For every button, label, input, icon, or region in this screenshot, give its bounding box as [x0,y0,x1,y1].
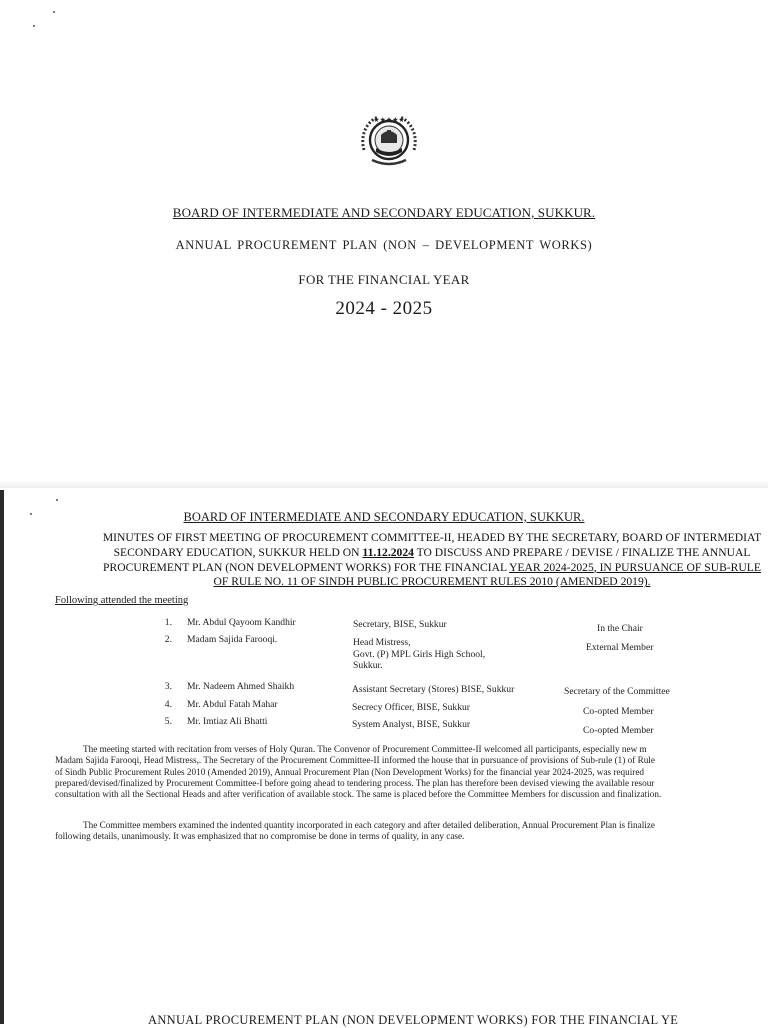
cover-financial-year-label: FOR THE FINANCIAL YEAR [298,272,470,287]
member-number: 4. [164,699,172,710]
scan-speck [33,25,35,27]
meeting-paragraph-2: The Committee members examined the indented quantity incorporated in each category and after detailed deliberation, Annual Procurement Plan is finalize following details, unanimously. It was emphasized that no compromise be done in terms of quality, in any case. [55,820,655,842]
cover-year-range: 2024 - 2025 [335,298,433,319]
minutes-board-name: BOARD OF INTERMEDIATE AND SECONDARY EDUCATION, SUKKUR. [183,510,585,524]
svg-text:★★★★★: ★★★★★ [373,116,405,124]
member-role: Secretary of the Committee [564,686,670,697]
member-name: Mr. Nadeem Ahmed Shaikh [187,681,295,692]
member-designation: Assistant Secretary (Stores) BISE, Sukkur [352,684,515,695]
member-number: 3. [164,681,172,692]
member-designation: System Analyst, BISE, Sukkur [352,719,471,730]
member-name: Mr. Abdul Qayoom Kandhir [187,617,296,628]
meeting-paragraph-1: The meeting started with recitation from verses of Holy Quran. The Convenor of Procurement Committee-II welcomed all participants, especially new m Madam Sajida Farooqi, Head Mistress,. The Secretary of the Procurement Committee-II informed the house that in pursuance of provisions of Sub-rule (1) of Rule of Sindh Public Procurement Rules 2010 (Amended 2019), Annual Procurement Plan (Non Development Works) for the financial year 2024-2025, was required prepared/devised/finalized by Procurement Committee-I before going ahead to tendering process. The plan has therefore been devised viewing the available resour consultation with all the Sectional Heads and after verification of available stock. The same is placed before the Committee Members for discussion and finalization. [55,744,662,800]
member-role: Co-opted Member [583,706,654,717]
scan-speck [56,499,58,501]
member-number: 1. [164,617,172,628]
next-page-title-fragment: ANNUAL PROCUREMENT PLAN (NON DEVELOPMENT WORKS) FOR THE FINANCIAL YE [148,1013,679,1027]
member-role: External Member [586,642,654,653]
member-number: 5. [164,716,172,727]
scan-speck [53,11,55,13]
member-designation: Secretary, BISE, Sukkur [353,619,447,630]
financial-year-ref: YEAR 2024-2025 [509,560,594,574]
member-designation: Sukkur. [353,660,383,671]
member-designation: Head Mistress, [353,637,411,648]
member-name: Mr. Imtiaz Ali Bhatti [187,716,268,727]
member-designation: Secrecy Officer, BISE, Sukkur [352,702,470,713]
member-role: In the Chair [597,623,643,634]
board-seal-icon [358,110,420,172]
member-designation: Govt. (P) MPL Girls High School, [353,649,486,660]
scan-edge-shadow [0,490,4,1024]
cover-page [0,0,768,487]
member-role: Co-opted Member [583,725,654,736]
member-number: 2. [164,634,172,645]
minutes-heading: MINUTES OF FIRST MEETING OF PROCUREMENT COMMITTEE-II, HEADED BY THE SECRETARY, BOARD OF INTERMEDIAT SECONDARY EDUCATION, SUKKUR HELD ON 11.12.2024 TO DISCUSS AND PREPARE / DEVISE / FINALIZE THE ANNUAL PROCUREMENT PLAN (NON DEVELOPMENT WORKS) FOR THE FINANCIAL YEAR 2024-2025, IN PURSUANCE OF SUB-RULE OF RULE NO. 11 OF SINDH PUBLIC PROCUREMENT RULES 2010 (AMENDED 2019). [102,531,762,589]
cover-board-name: BOARD OF INTERMEDIATE AND SECONDARY EDUCATION, SUKKUR. [172,205,596,220]
member-name: Mr. Abdul Fatah Mahar [187,699,278,710]
member-name: Madam Sajida Farooqi. [187,634,278,645]
cover-plan-title: ANNUAL PROCUREMENT PLAN (NON – DEVELOPMENT WORKS) [175,238,593,252]
meeting-date: 11.12.2024 [362,545,414,559]
attended-label: Following attended the meeting [55,595,189,606]
